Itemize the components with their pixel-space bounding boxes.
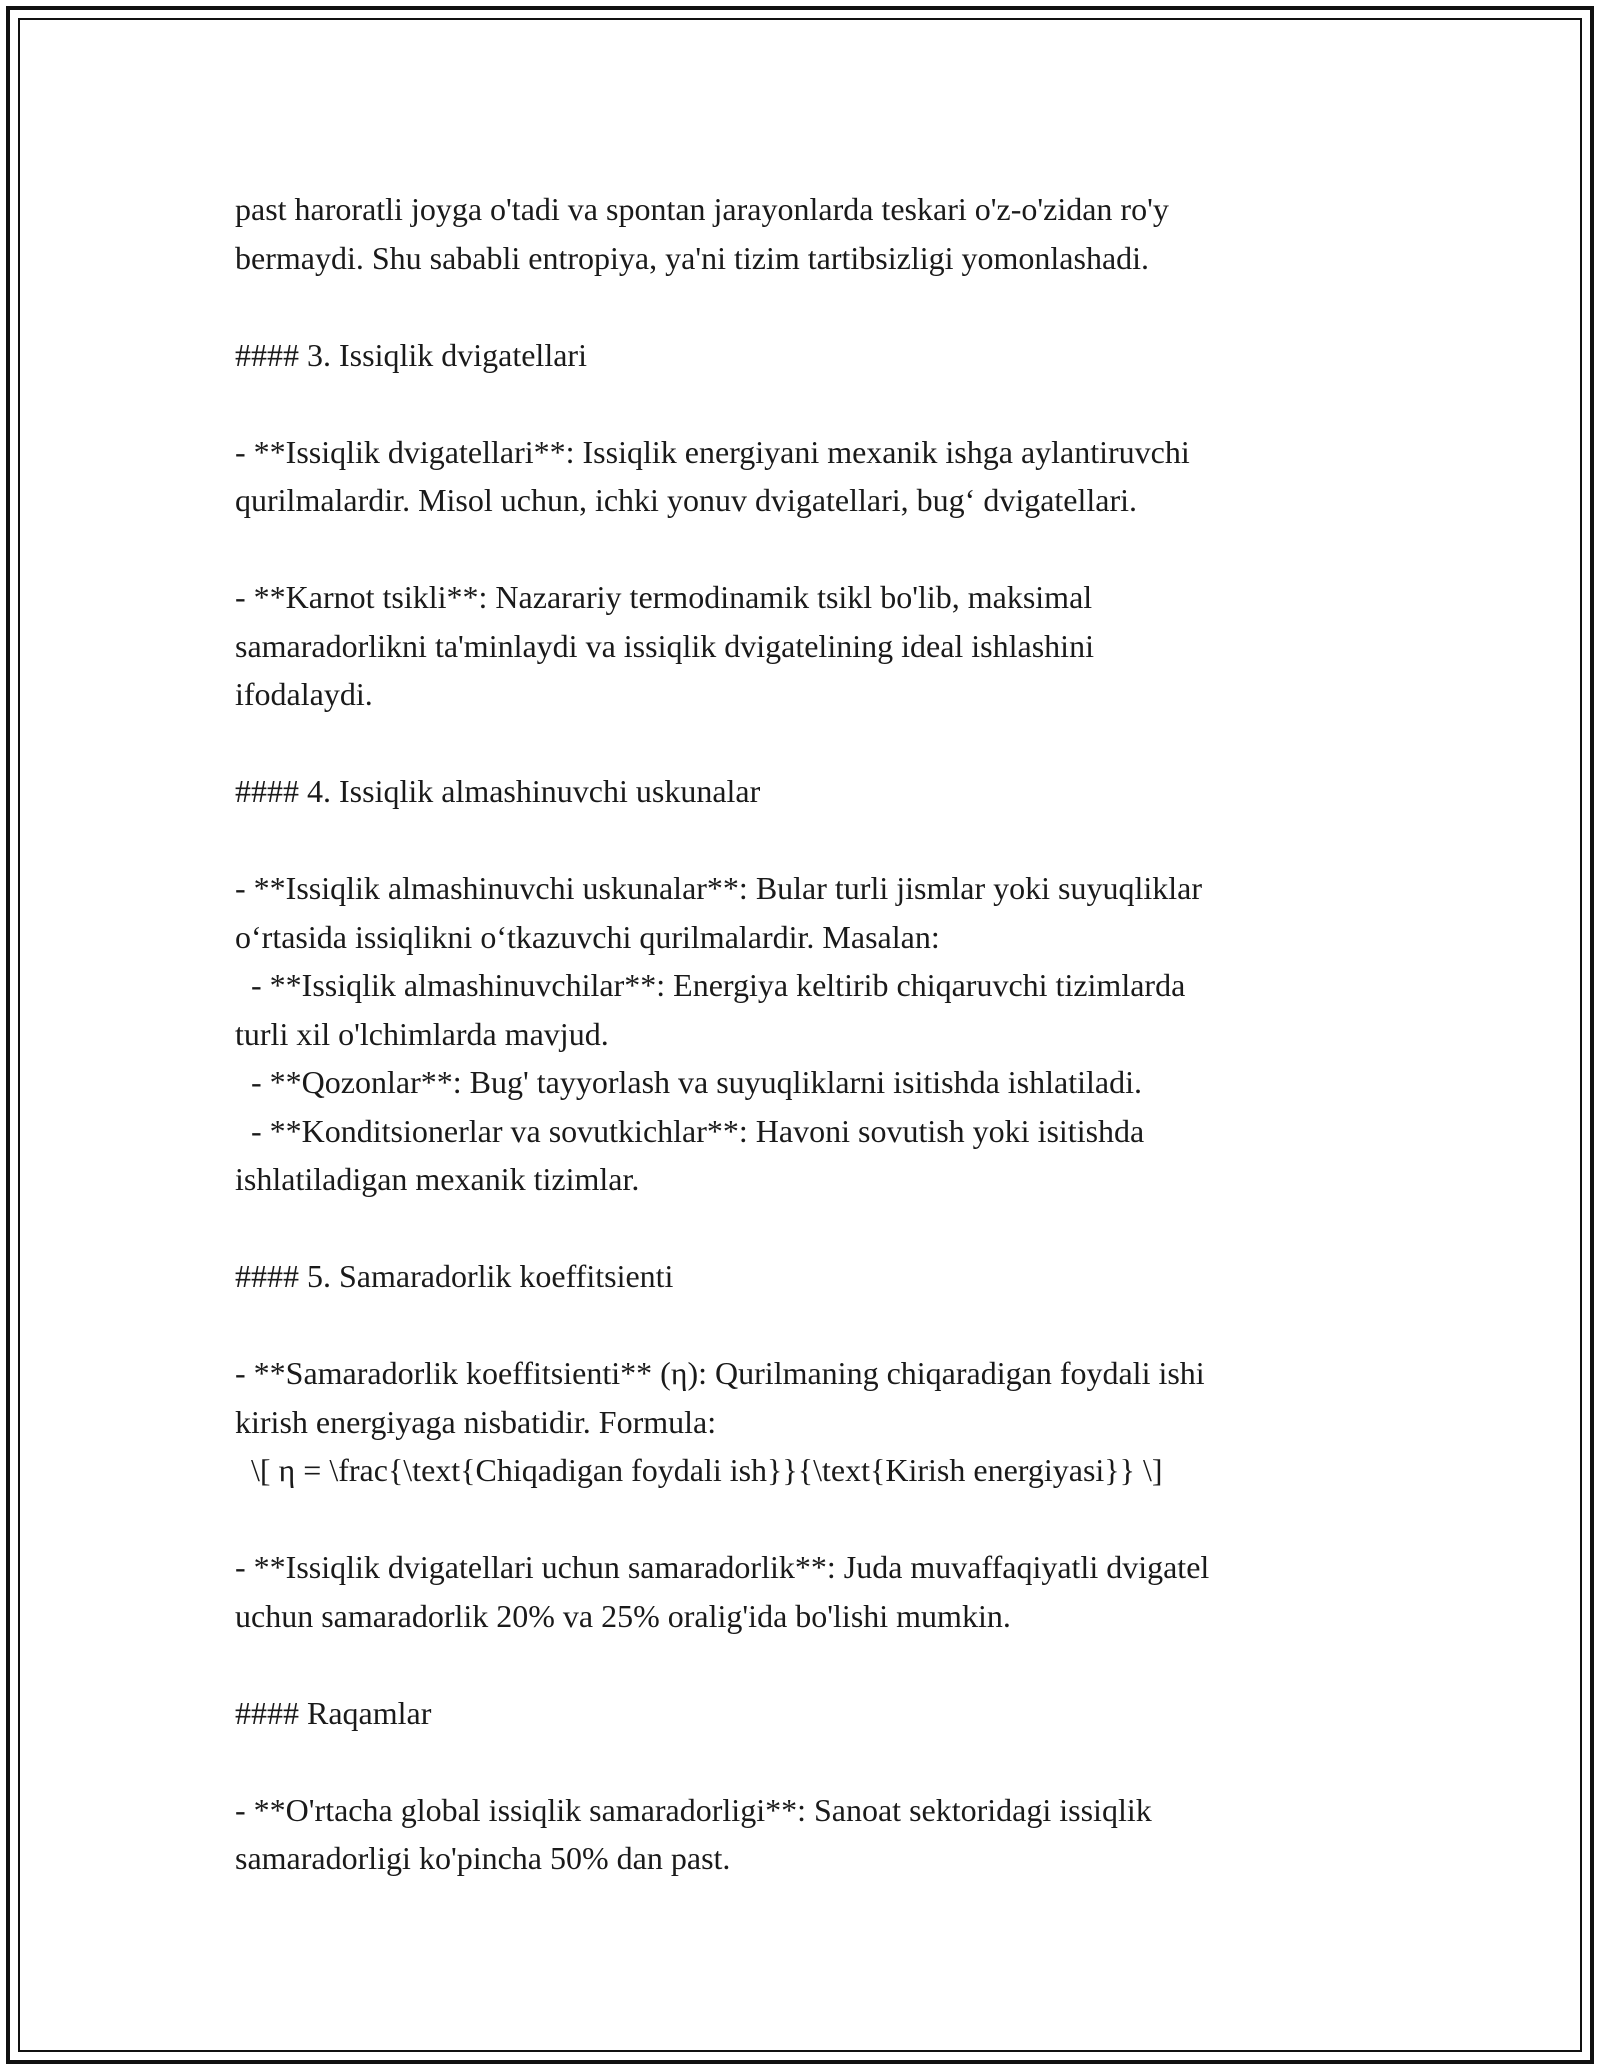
text-line: - **Issiqlik almashinuvchilar**: Energiya keltirib chiqaruvchi tizimlarda	[235, 967, 1186, 1003]
section-heading	[235, 1689, 1405, 1738]
heading-text: #### 3. Issiqlik dvigatellari	[235, 336, 587, 373]
text-line: ifodalaydi.	[235, 676, 373, 712]
list-item	[235, 864, 1405, 1204]
text-line: - **Samaradorlik koeffitsienti** (η): Qurilmaning chiqaradigan foydali ishi	[235, 1355, 1205, 1391]
text-line: past haroratli joyga o'tadi va spontan jarayonlarda teskari o'z-o'zidan ro'y	[235, 191, 1169, 227]
formula-line: \[ η = \frac{\text{Chiqadigan foydali ish}}{\text{Kirish energiyasi}} \]	[235, 1452, 1163, 1488]
text-line: - **Issiqlik dvigatellari uchun samaradorlik**: Juda muvaffaqiyatli dvigatel	[235, 1549, 1210, 1585]
text-line: - **Konditsionerlar va sovutkichlar**: Havoni sovutish yoki isitishda	[235, 1112, 1145, 1149]
heading-text: #### 5. Samaradorlik koeffitsienti	[235, 1258, 674, 1294]
text-line: samaradorlikni ta'minlaydi va issiqlik dvigatelining ideal ishlashini	[235, 627, 1094, 664]
section-heading	[235, 767, 1405, 816]
text-line: o‘rtasida issiqlikni o‘tkazuvchi qurilmalardir. Masalan:	[235, 918, 940, 955]
text-line: samaradorligi ko'pincha 50% dan past.	[235, 1840, 731, 1876]
section-heading	[235, 331, 1405, 380]
text-line: turli xil o'lchimlarda mavjud.	[235, 1015, 609, 1052]
list-item	[235, 1349, 1405, 1495]
text-line: - **O'rtacha global issiqlik samaradorligi**: Sanoat sektoridagi issiqlik	[235, 1791, 1152, 1828]
list-item	[235, 1543, 1405, 1640]
text-line: - **Issiqlik dvigatellari**: Issiqlik energiyani mexanik ishga aylantiruvchi	[235, 433, 1190, 470]
heading-text: #### 4. Issiqlik almashinuvchi uskunalar	[235, 773, 761, 809]
list-item	[235, 573, 1405, 719]
text-line: bermaydi. Shu sababli entropiya, ya'ni tizim tartibsizligi yomonlashadi.	[235, 239, 1150, 276]
text-line: uchun samaradorlik 20% va 25% oralig'ida bo'lishi mumkin.	[235, 1597, 1011, 1634]
heading-text: #### Raqamlar	[235, 1694, 432, 1731]
text-line: kirish energiyaga nisbatidir. Formula:	[235, 1403, 717, 1440]
paragraph	[235, 185, 1405, 282]
section-heading	[235, 1252, 1405, 1301]
text-line: - **Issiqlik almashinuvchi uskunalar**: Bular turli jismlar yoki suyuqliklar	[235, 870, 1202, 906]
text-line: - **Karnot tsikli**: Nazarariy termodinamik tsikl bo'lib, maksimal	[235, 579, 1093, 615]
document-body	[235, 185, 1405, 1883]
list-item	[235, 1786, 1405, 1883]
text-line: - **Qozonlar**: Bug' tayyorlash va suyuqliklarni isitishda ishlatiladi.	[235, 1064, 1142, 1100]
text-line: qurilmalardir. Misol uchun, ichki yonuv dvigatellari, bug‘ dvigatellari.	[235, 482, 1138, 518]
list-item	[235, 428, 1405, 525]
text-line: ishlatiladigan mexanik tizimlar.	[235, 1161, 640, 1197]
